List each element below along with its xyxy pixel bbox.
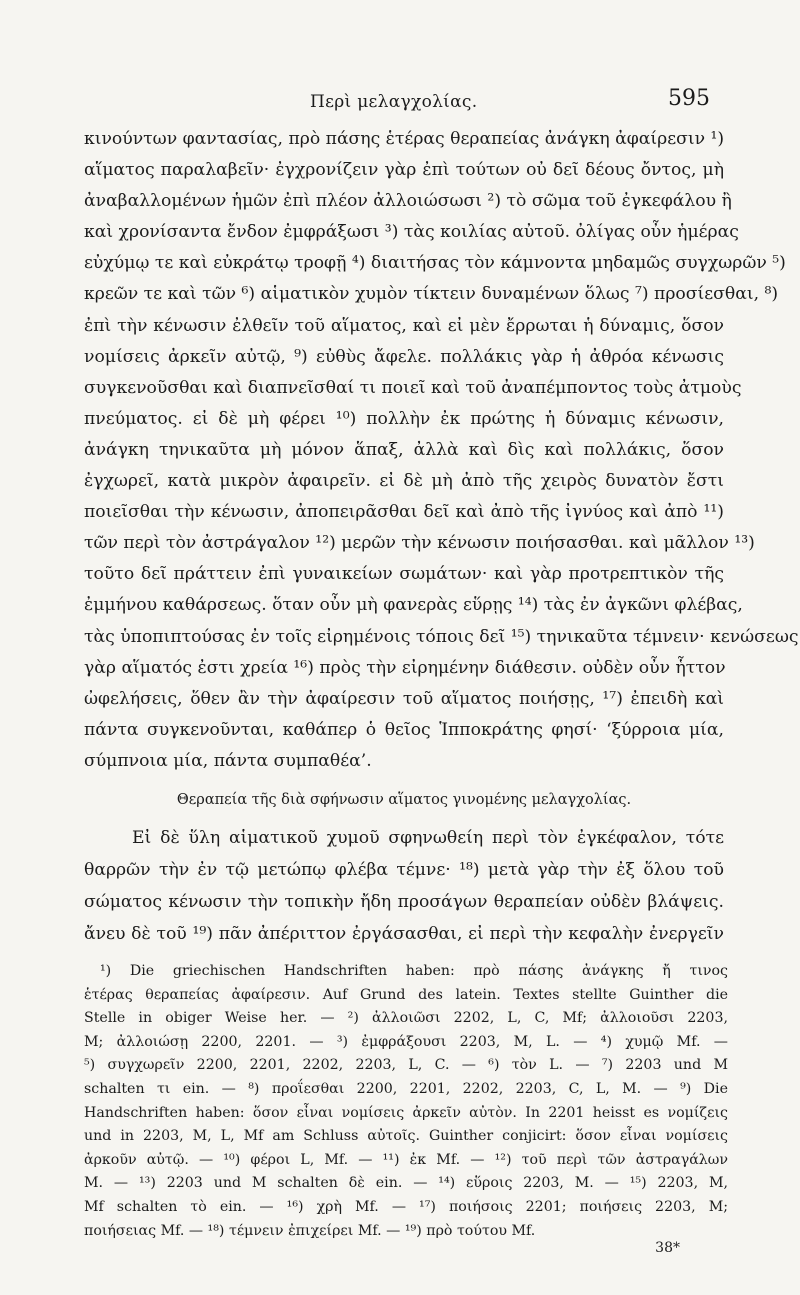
text-line: καὶ χρονίσαντα ἔνδον ἐμφράξωσι ³) τὰς κοιλίας αὐτοῦ. ὀλίγας οὖν ἡμέρας (84, 222, 739, 243)
text-line: θαρρῶν τὴν ἐν τῷ μετώπῳ φλέβα τέμνε· ¹⁸) μετὰ γὰρ τὴν ἐξ ὅλου τοῦ (84, 860, 724, 880)
running-title: Περὶ μελαγχολίας. (310, 92, 478, 112)
footnote-line: ἀρκοῦν αὐτῷ. — ¹⁰) φέροι L, Mf. — ¹¹) ἐκ Mf. — ¹²) τοῦ περὶ τῶν ἀστραγάλων (84, 1151, 728, 1168)
text-line: νομίσεις ἀρκεῖν αὐτῷ, ⁹) εὐθὺς ἄφελε. πολλάκις γὰρ ἡ ἀθρόα κένωσις (84, 346, 724, 367)
section-heading: Θεραπεία τῆς διὰ σφήνωσιν αἵματος γινομένης μελαγχολίας. (176, 792, 632, 808)
footnote-line: Handschriften haben: ὅσον εἶναι νομίσεις ἀρκεῖν αὐτὸν. In 2201 heisst es νομίζεις (84, 1104, 728, 1121)
footnote-line: und in 2203, M, L, Mf am Schluss αὐτοῖς. Guinther conjicirt: ὅσον εἶναι νομίσεις (84, 1128, 728, 1145)
footnote-line: ἑτέρας θεραπείας ἀφαίρεσιν. Auf Grund des latein. Textes stellte Guinther die (84, 986, 728, 1003)
text-line: ἄνευ δὲ τοῦ ¹⁹) πᾶν ἀπέριττον ἐργάσασθαι, εἰ περὶ τὴν κεφαλὴν ἐνεργεῖν (84, 924, 724, 944)
text-line: τὰς ὑποπιπτούσας ἐν τοῖς εἰρημένοις τόποις δεῖ ¹⁵) τηνικαῦτα τέμνειν· κενώσεως (84, 626, 799, 647)
section-text (84, 822, 724, 950)
text-line: συγκενοῦσθαι καὶ διαπνεῖσθαί τι ποιεῖ καὶ τοῦ ἀναπέμποντος τοὺς ἀτμοὺς (84, 377, 742, 398)
text-line: ἀνάγκη τηνικαῦτα μὴ μόνον ἅπαξ, ἀλλὰ καὶ δὶς καὶ πολλάκις, ὅσον (84, 439, 724, 460)
text-line: ἐμμήνου καθάρσεως. ὅταν οὖν μὴ φανερὰς εὕρῃς ¹⁴) τὰς ἐν ἀγκῶνι φλέβας, (84, 595, 743, 616)
text-line: πάντα συγκενοῦνται, καθάπερ ὁ θεῖος Ἱπποκράτης φησί· ‘ξύρροια μία, (84, 719, 724, 740)
text-line: Εἰ δὲ ὕλη αἱματικοῦ χυμοῦ σφηνωθείη περὶ τὸν ἐγκέφαλον, τότε (132, 828, 724, 848)
text-line: τοῦτο δεῖ πράττειν ἐπὶ γυναικείων σωμάτων· καὶ γὰρ προτρεπτικὸν τῆς (84, 564, 724, 585)
footnote-line: M. — ¹³) 2203 und M schalten δὲ ein. — ¹⁴) εὕροις 2203, M. — ¹⁵) 2203, M, (84, 1175, 728, 1192)
text-line: σώματος κένωσιν τὴν τοπικὴν ἤδη προσάγων θεραπείαν οὐδὲν βλάψεις. (84, 892, 724, 912)
text-line: εὐχύμῳ τε καὶ εὐκράτῳ τροφῇ ⁴) διαιτήσας τὸν κάμνοντα μηδαμῶς συγχωρῶν ⁵) (84, 253, 786, 274)
main-text (84, 124, 799, 777)
text-line: ποιεῖσθαι τὴν κένωσιν, ἀποπειρᾶσθαι δεῖ καὶ ἀπὸ τῆς ἰγνύος καὶ ἀπὸ ¹¹) (84, 502, 724, 523)
page-header (60, 84, 710, 118)
page-number: 595 (668, 86, 710, 111)
text-line: πνεύματος. εἰ δὲ μὴ φέρει ¹⁰) πολλὴν ἐκ πρώτης ἡ δύναμις κένωσιν, (84, 408, 724, 429)
text-line: κρεῶν τε καὶ τῶν ⁶) αἱματικὸν χυμὸν τίκτειν δυναμένων ὅλως ⁷) προσίεσθαι, ⁸) (84, 284, 779, 305)
text-line: ἐπὶ τὴν κένωσιν ἐλθεῖν τοῦ αἵματος, καὶ εἰ μὲν ἔρρωται ἡ δύναμις, ὅσον (84, 315, 724, 336)
text-line: σύμπνοια μία, πάντα συμπαθέα’. (84, 750, 372, 771)
text-line: αἵματος παραλαβεῖν· ἐγχρονίζειν γὰρ ἐπὶ τούτων οὐ δεῖ δέους ὄντος, μὴ (84, 160, 724, 181)
printer-signature: 38* (655, 1240, 680, 1256)
footnote-line: Stelle in obiger Weise her. — ²) ἀλλοιῶσι 2202, L, C, Mf; ἀλλοιοῦσι 2203, (84, 1010, 728, 1027)
footnote-line: ποιήσειας Mf. — ¹⁸) τέμνειν ἐπιχείρει Mf. — ¹⁹) πρὸ τούτου Mf. (84, 1222, 536, 1239)
footnote-line: ¹) Die griechischen Handschriften haben: πρὸ πάσης ἀνάγκης ἤ τινος (100, 963, 728, 979)
text-line: τῶν περὶ τὸν ἀστράγαλον ¹²) μερῶν τὴν κένωσιν ποιήσασθαι. καὶ μᾶλλον ¹³) (84, 533, 755, 554)
text-line: κινούντων φαντασίας, πρὸ πάσης ἑτέρας θεραπείας ἀνάγκη ἀφαίρεσιν ¹) (84, 129, 725, 149)
footnotes (84, 960, 728, 1243)
text-line: ὠφελήσεις, ὅθεν ἂν τὴν ἀφαίρεσιν τοῦ αἵματος ποιήσῃς, ¹⁷) ἐπειδὴ καὶ (84, 688, 724, 709)
text-line: ἀναβαλλομένων ἡμῶν ἐπὶ πλέον ἀλλοιώσωσι ²) τὸ σῶμα τοῦ ἐγκεφάλου ἢ (84, 191, 732, 212)
footnote-line: schalten τι ein. — ⁸) προΐεσθαι 2200, 2201, 2202, 2203, C, L, M. — ⁹) Die (84, 1080, 728, 1097)
footnote-line: Mf schalten τὸ ein. — ¹⁶) χρὴ Mf. — ¹⁷) ποιήσοις 2201; ποιήσεις 2203, M; (84, 1198, 728, 1215)
footnote-line: ⁵) συγχωρεῖν 2200, 2201, 2202, 2203, L, C. — ⁶) τὸν L. — ⁷) 2203 und M (84, 1057, 728, 1074)
footnote-line: M; ἀλλοιώσῃ 2200, 2201. — ³) ἐμφράξουσι 2203, M, L. — ⁴) χυμῷ Mf. — (84, 1033, 728, 1050)
text-line: ἐγχωρεῖ, κατὰ μικρὸν ἀφαιρεῖν. εἰ δὲ μὴ ἀπὸ τῆς χειρὸς δυνατὸν ἔστι (84, 471, 724, 492)
text-line: γὰρ αἵματός ἐστι χρεία ¹⁶) πρὸς τὴν εἰρημένην διάθεσιν. οὐδὲν οὖν ἧττον (84, 657, 726, 678)
